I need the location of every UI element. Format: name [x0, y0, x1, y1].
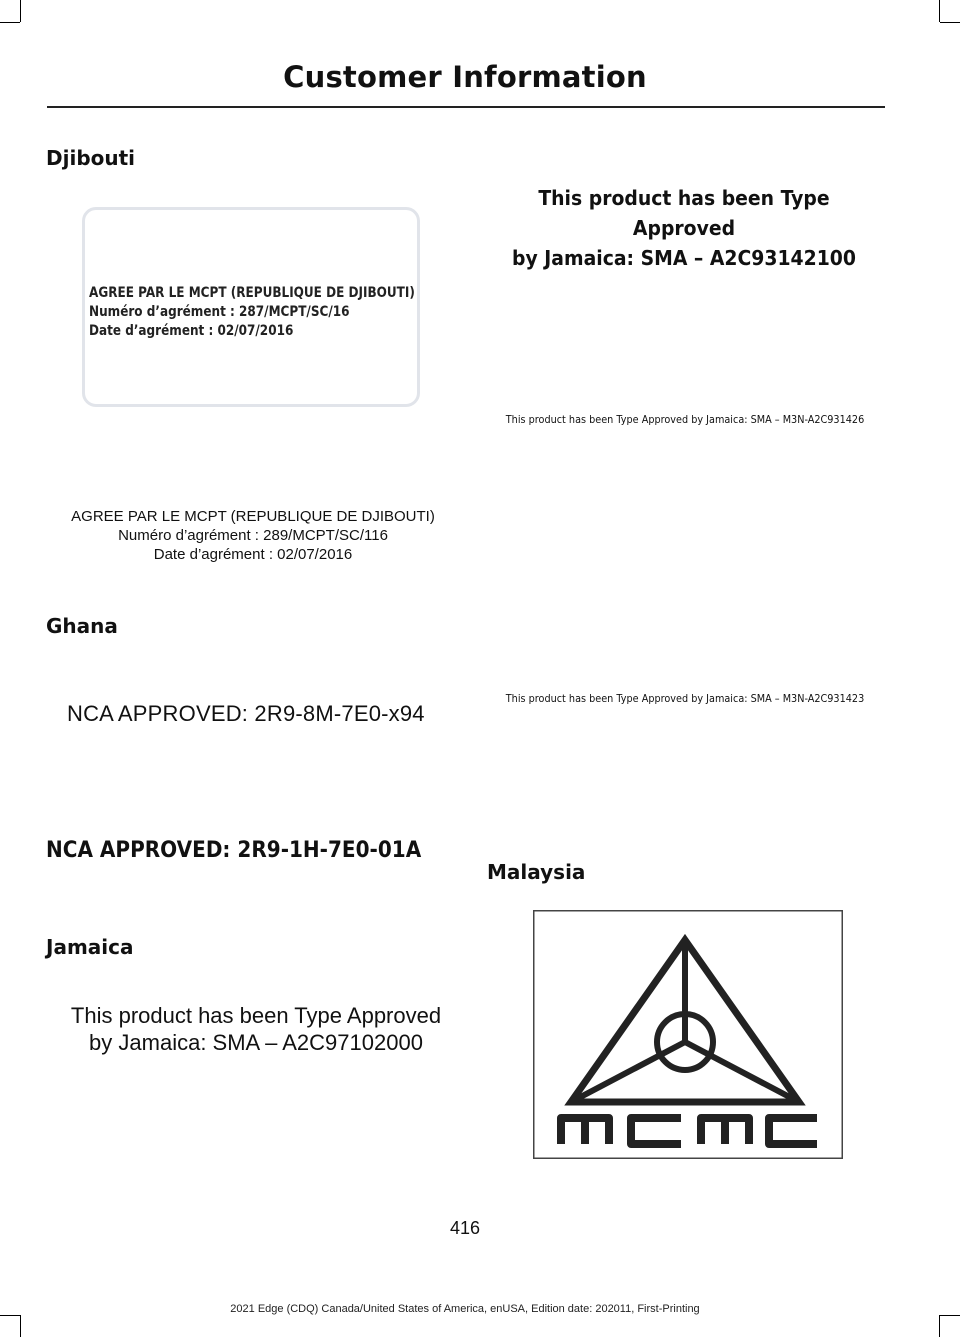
ghana-approval-1: NCA APPROVED: 2R9-8M-7E0-x94 — [67, 701, 425, 726]
malaysia-heading: Malaysia — [487, 860, 586, 884]
crop-mark — [0, 22, 20, 23]
crop-mark — [20, 1315, 21, 1337]
ghana-approval-2: NCA APPROVED: 2R9-1H-7E0-01A — [46, 838, 422, 863]
page-number: 416 — [449, 1218, 481, 1238]
crop-mark — [0, 1315, 20, 1316]
djibouti-label-2-line1: AGREE PAR LE MCPT (REPUBLIQUE DE DJIBOUTI) — [71, 508, 435, 525]
djibouti-label-1-line3: Date d’agrément : 02/07/2016 — [89, 323, 294, 339]
footer-edition: 2021 Edge (CDQ) Canada/United States of America, enUSA, Edition date: 202011, First-Printing — [230, 1303, 700, 1315]
jamaica-label-4: This product has been Type Approved by Jamaica: SMA – M3N-A2C931423 — [505, 692, 865, 705]
header-divider — [47, 106, 885, 108]
crop-mark — [940, 1315, 960, 1316]
jamaica-label-3: This product has been Type Approved by Jamaica: SMA – M3N-A2C931426 — [505, 413, 865, 426]
crop-mark — [940, 22, 960, 23]
crop-mark — [20, 0, 21, 22]
djibouti-label-1-line1: AGREE PAR LE MCPT (REPUBLIQUE DE DJIBOUTI) — [89, 285, 415, 301]
page-title: Customer Information — [283, 60, 647, 94]
jamaica-heading: Jamaica — [46, 935, 134, 959]
djibouti-label-1 — [89, 284, 415, 341]
djibouti-label-2-line3: Date d’agrément : 02/07/2016 — [153, 546, 353, 563]
crop-mark — [939, 1315, 940, 1337]
crop-mark — [939, 0, 940, 22]
jamaica-label-1-line2: by Jamaica: SMA – A2C97102000 — [89, 1030, 423, 1055]
jamaica-label-1-line1: This product has been Type Approved — [70, 1003, 442, 1028]
jamaica-label-2-line2: by Jamaica: SMA – A2C93142100 — [512, 246, 856, 270]
djibouti-label-2-line2: Numéro d’agrément : 289/MCPT/SC/116 — [118, 527, 388, 544]
djibouti-label-2 — [46, 507, 460, 564]
ghana-heading: Ghana — [46, 614, 118, 638]
djibouti-heading: Djibouti — [46, 146, 136, 170]
jamaica-label-2-line1: This product has been Type Approved — [538, 186, 830, 240]
jamaica-label-1 — [46, 1002, 466, 1056]
mcmc-logo-icon — [533, 910, 843, 1159]
jamaica-label-2 — [496, 183, 872, 273]
djibouti-label-1-line2: Numéro d’agrément : 287/MCPT/SC/16 — [89, 304, 350, 320]
